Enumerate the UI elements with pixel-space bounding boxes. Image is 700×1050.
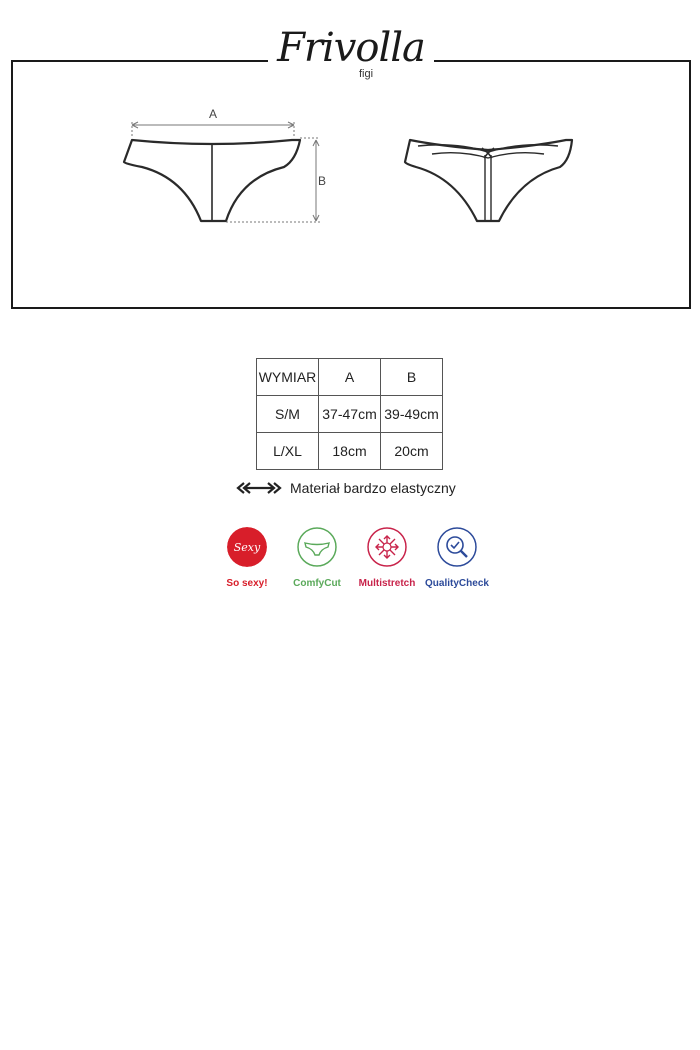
dimension-a xyxy=(132,122,294,138)
brand-subtitle: figi xyxy=(358,68,374,80)
panties-icon xyxy=(297,527,337,567)
table-cell: 37-47cm xyxy=(319,396,381,433)
size-table xyxy=(256,358,443,470)
badge-so-sexy xyxy=(212,527,282,589)
badge-label: So sexy! xyxy=(226,578,268,589)
back-view-drawing xyxy=(405,140,572,221)
badge-label: QualityCheck xyxy=(425,578,489,589)
table-cell: S/M xyxy=(257,396,319,433)
table-cell: L/XL xyxy=(257,433,319,470)
garment-diagram xyxy=(0,0,700,320)
multistretch-icon xyxy=(367,527,407,567)
table-header-cell: A xyxy=(319,359,381,396)
table-row xyxy=(257,433,443,470)
stretch-note xyxy=(236,479,456,497)
sexy-icon xyxy=(227,527,267,567)
badge-multistretch xyxy=(352,527,422,589)
stretch-arrows-icon xyxy=(236,481,282,495)
badge-label: Multistretch xyxy=(358,578,416,589)
brand-name: Frivolla xyxy=(277,25,425,71)
stretch-note-text: Materiał bardzo elastyczny xyxy=(290,480,456,496)
feature-badges xyxy=(212,527,492,597)
front-view-drawing xyxy=(124,140,300,221)
table-header-cell: WYMIAR xyxy=(257,359,319,396)
quality-check-icon xyxy=(437,527,477,567)
badge-comfycut xyxy=(282,527,352,589)
table-cell: 20cm xyxy=(381,433,443,470)
dimension-b-label: B xyxy=(318,174,327,188)
table-header-cell: B xyxy=(381,359,443,396)
table-header-row xyxy=(257,359,443,396)
dimension-a-label: A xyxy=(209,107,218,121)
badge-label: ComfyCut xyxy=(293,578,341,589)
dimension-b xyxy=(226,138,320,222)
table-row xyxy=(257,396,443,433)
table-cell: 18cm xyxy=(319,433,381,470)
badge-quality-check xyxy=(422,527,492,589)
sexy-icon-text: Sexy xyxy=(233,541,261,554)
table-cell: 39-49cm xyxy=(381,396,443,433)
